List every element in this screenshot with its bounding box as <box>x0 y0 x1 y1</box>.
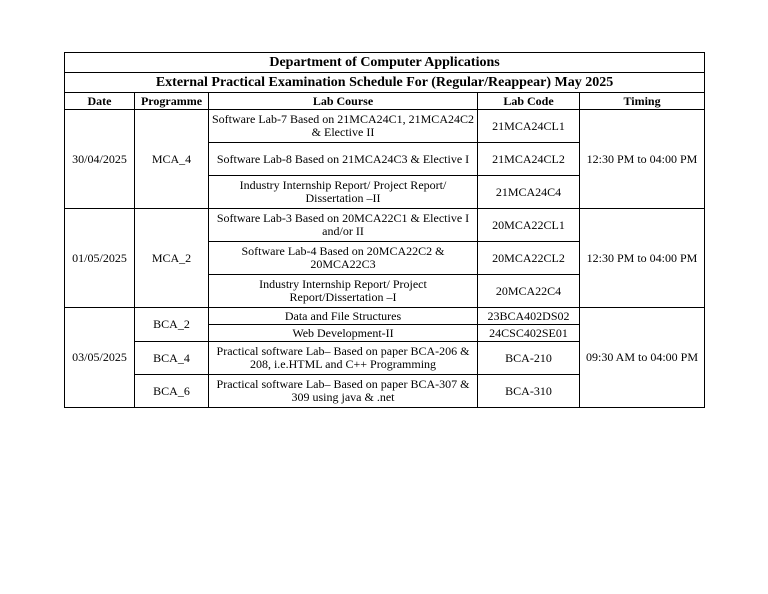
date-cell: 30/04/2025 <box>65 110 135 209</box>
table-row <box>65 308 705 325</box>
table-row <box>65 209 705 242</box>
title-row <box>65 53 705 73</box>
programme-cell: BCA_6 <box>135 375 209 408</box>
lab-code-cell: BCA-310 <box>478 375 580 408</box>
lab-course-cell: Practical software Lab– Based on paper BCA-307 & 309 using java & .net <box>209 375 478 408</box>
timing-cell: 12:30 PM to 04:00 PM <box>580 209 705 308</box>
lab-course-cell: Software Lab-4 Based on 20MCA22C2 & 20MCA22C3 <box>209 242 478 275</box>
column-header-programme: Programme <box>135 93 209 110</box>
programme-cell: BCA_2 <box>135 308 209 342</box>
lab-code-cell: BCA-210 <box>478 342 580 375</box>
lab-course-cell: Practical software Lab– Based on paper BCA-206 & 208, i.e.HTML and C++ Programming <box>209 342 478 375</box>
lab-course-cell: Web Development-II <box>209 325 478 342</box>
column-header-timing: Timing <box>580 93 705 110</box>
schedule-subtitle: External Practical Examination Schedule For (Regular/Reappear) May 2025 <box>65 73 705 93</box>
lab-code-cell: 20MCA22CL2 <box>478 242 580 275</box>
lab-code-cell: 21MCA24CL1 <box>478 110 580 143</box>
lab-course-cell: Software Lab-3 Based on 20MCA22C1 & Elective I and/or II <box>209 209 478 242</box>
programme-cell: MCA_2 <box>135 209 209 308</box>
table-row <box>65 110 705 143</box>
lab-code-cell: 21MCA24C4 <box>478 176 580 209</box>
lab-code-cell: 23BCA402DS02 <box>478 308 580 325</box>
lab-code-cell: 21MCA24CL2 <box>478 143 580 176</box>
timing-cell: 12:30 PM to 04:00 PM <box>580 110 705 209</box>
column-header-lab-course: Lab Course <box>209 93 478 110</box>
lab-course-cell: Industry Internship Report/ Project Report/Dissertation –I <box>209 275 478 308</box>
lab-code-cell: 24CSC402SE01 <box>478 325 580 342</box>
lab-course-cell: Industry Internship Report/ Project Report/ Dissertation –II <box>209 176 478 209</box>
date-cell: 03/05/2025 <box>65 308 135 408</box>
lab-course-cell: Software Lab-8 Based on 21MCA24C3 & Elective I <box>209 143 478 176</box>
programme-cell: BCA_4 <box>135 342 209 375</box>
lab-code-cell: 20MCA22C4 <box>478 275 580 308</box>
lab-course-cell: Data and File Structures <box>209 308 478 325</box>
column-header-lab-code: Lab Code <box>478 93 580 110</box>
column-header-date: Date <box>65 93 135 110</box>
lab-code-cell: 20MCA22CL1 <box>478 209 580 242</box>
exam-schedule-table <box>64 52 705 408</box>
table-header-row <box>65 93 705 110</box>
department-title: Department of Computer Applications <box>65 53 705 73</box>
subtitle-row <box>65 73 705 93</box>
timing-cell: 09:30 AM to 04:00 PM <box>580 308 705 408</box>
date-cell: 01/05/2025 <box>65 209 135 308</box>
programme-cell: MCA_4 <box>135 110 209 209</box>
lab-course-cell: Software Lab-7 Based on 21MCA24C1, 21MCA24C2 & Elective II <box>209 110 478 143</box>
